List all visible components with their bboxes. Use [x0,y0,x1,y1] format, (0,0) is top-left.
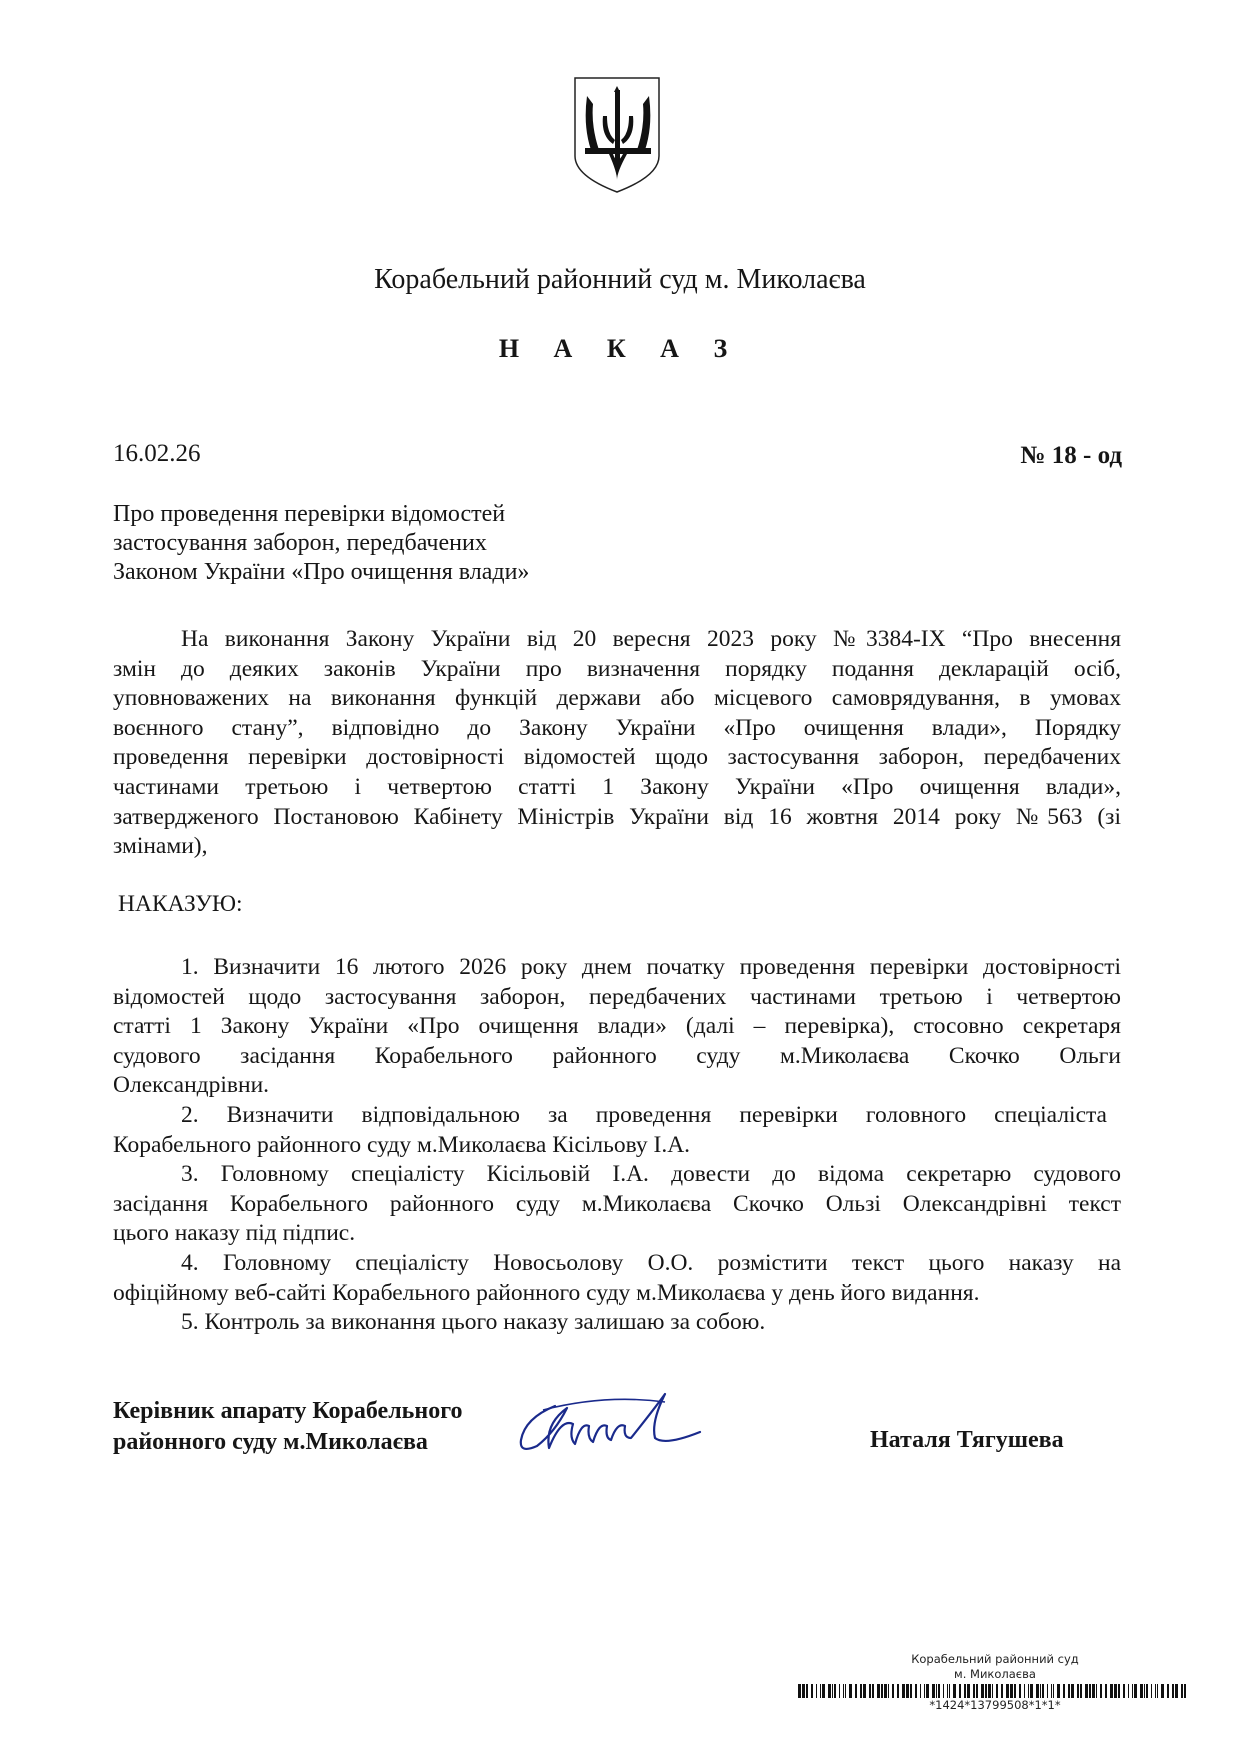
text-line: Олександрівни. [113,1072,270,1099]
barcode-bar [855,1684,857,1698]
barcode-bar [926,1684,929,1698]
text-line: відомостей щодо застосування заборон, передбачених частинами третьою і четвертою [113,983,1121,1010]
barcode-bar [811,1684,813,1698]
barcode-bar [1105,1684,1107,1698]
barcode-bar [915,1684,917,1698]
barcode-bar [1144,1684,1145,1698]
barcode-bar [1123,1684,1125,1698]
barcode-bar [943,1684,944,1698]
barcode-bar [932,1684,935,1698]
barcode-bar [1077,1684,1079,1698]
barcode-bar [1184,1684,1186,1698]
barcode-bar [1047,1684,1048,1698]
barcode-bar [897,1684,899,1698]
barcode-bar [1181,1684,1183,1698]
barcode-bar [981,1684,984,1698]
barcode-bar [828,1684,831,1698]
coat-of-arms-icon [573,76,663,194]
text-line: 1. Визначити 16 лютого 2026 року днем початку проведення перевірки достовірності [181,954,1121,980]
barcode-bar [1118,1684,1120,1698]
barcode-bar [1040,1684,1041,1698]
barcode-bar [1014,1684,1016,1698]
order-date: 16.02.26 [113,440,201,467]
barcode-bar [996,1684,998,1698]
subject-line: Про проведення перевірки відомостей [113,501,506,527]
barcode-bar [839,1684,840,1698]
barcode-bar [1155,1684,1156,1698]
text-line: 3. Головному спеціалісту Кісільовій І.А. довести до відома секретарю судового [181,1161,1121,1188]
barcode-bar [938,1684,940,1698]
barcode-bar [1128,1684,1129,1698]
court-name: Корабельний районний суд м. Миколаєва [374,264,866,295]
barcode-bar [877,1684,880,1698]
preamble-paragraph [113,625,1121,862]
text-line: цього наказу під підпис. [113,1220,356,1247]
barcode-bar [1175,1684,1178,1698]
barcode-bar [1114,1684,1117,1698]
barcode-bar [1053,1684,1054,1698]
stamp-line: Корабельний районний суд [911,1652,1079,1666]
text-line: На виконання Закону України від 20 вересня 2023 року №3384-IX “Про внесення [181,626,1121,652]
barcode-bar [1063,1684,1065,1698]
barcode-bar [1051,1684,1052,1698]
barcode-bar [806,1684,808,1698]
barcode-bar [1036,1684,1039,1698]
barcode-bar [845,1684,846,1698]
order-item-1 [113,953,1121,1101]
barcode-bar [910,1684,912,1698]
barcode-bar [872,1684,874,1698]
barcode-bar [1085,1684,1088,1698]
barcode-bar [1089,1684,1091,1698]
barcode-bar [1042,1684,1044,1698]
barcode-bar [892,1684,894,1698]
order-word: НАКАЗУЮ: [118,891,243,917]
barcode-bar [1006,1684,1009,1698]
stamp-line: м. Миколаєва [954,1667,1036,1681]
barcode-bar [1030,1684,1033,1698]
subject-line: застосування заборон, передбачених [113,530,487,556]
barcode-bar [869,1684,871,1698]
barcode-bar [1157,1684,1158,1698]
text-line: судового засідання Корабельного районного суду м.Миколаєва Скочко Ольги [113,1042,1121,1069]
barcode-bar [863,1684,866,1698]
barcode-bar [959,1684,961,1698]
text-line: затвердженого Постановою Кабінету Міністрів України від 16 жовтня 2014 року №563 (зі [113,803,1121,830]
barcode-bar [1132,1684,1133,1698]
barcode-bar [1151,1684,1152,1698]
barcode-bar [902,1684,905,1698]
text-line: змін до деяких законів України про визначення порядку подання декларацій осіб, [113,655,1121,682]
text-line: уповноважених на виконання функцій держави або місцевого самоврядування, в умовах [113,685,1121,712]
barcode-bar [1080,1684,1082,1698]
barcode-bar [881,1684,883,1698]
order-item-4 [113,1249,1121,1308]
barcode-bar [798,1684,801,1698]
barcode-bar [1001,1684,1003,1698]
text-line: 5. Контроль за виконання цього наказу залишаю за собою. [181,1309,766,1336]
barcode-bar [920,1684,921,1698]
barcode-bar [834,1684,836,1698]
barcode-bar [832,1684,833,1698]
barcode-bar [1100,1684,1102,1698]
subject-line: Законом України «Про очищення влади» [113,559,530,585]
text-line: офіційному веб-сайті Корабельного районного суду м.Миколаєва у день його видання. [113,1279,980,1306]
barcode-bar [884,1684,887,1698]
barcode-bar [924,1684,925,1698]
order-item-5 [113,1308,1121,1338]
barcode-bar [1071,1684,1074,1698]
order-items [113,953,1121,1338]
barcode-bar [1146,1684,1148,1698]
order-subject [113,500,529,587]
barcode-number: *1424*13799508*1*1* [929,1698,1061,1712]
barcode-bar [1092,1684,1095,1698]
barcode-bar [820,1684,821,1698]
barcode-bar [964,1684,966,1698]
barcode-bar [1019,1684,1021,1698]
barcode-bar [936,1684,937,1698]
registration-stamp [800,1652,1190,1713]
text-line: воєнного стану”, відповідно до Закону України «Про очищення влади», Порядку [113,714,1121,741]
barcode-bar [1068,1684,1070,1698]
text-line: 4. Головному спеціалісту Новосьолову О.О. розмістити текст цього наказу на [181,1249,1121,1276]
signatory-name: Наталя Тягушева [870,1427,1064,1453]
barcode-bar [1161,1684,1164,1698]
position-line: районного суду м.Миколаєва [113,1429,428,1455]
barcode-bar [973,1684,975,1698]
text-line: засідання Корабельного районного суду м.Миколаєва Скочко Ользі Олександрівні текст [113,1190,1121,1217]
barcode-bar [1110,1684,1113,1698]
text-line: змінами), [113,833,208,860]
text-line: частинами третьою і четвертою статті 1 Закону України «Про очищення влади», [113,773,1121,800]
text-line: Корабельного районного суду м.Миколаєва Кісільову І.А. [113,1131,691,1158]
barcode-bar [1024,1684,1025,1698]
barcode-bar [985,1684,987,1698]
barcode-bar [822,1684,825,1698]
document-type: Н А К А З [498,334,742,363]
barcode-bar [1057,1684,1060,1698]
barcode-bar [976,1684,978,1698]
position-line: Керівник апарату Корабельного [113,1398,463,1424]
barcode-bar [802,1684,805,1698]
barcode-bar [988,1684,991,1698]
signatory-position [113,1396,463,1458]
barcode-bar [906,1684,909,1698]
barcode-bar [967,1684,970,1698]
text-line: проведення перевірки достовірності відомостей щодо застосування заборон, передбачених [113,744,1121,771]
barcode-bar [860,1684,862,1698]
text-line: 2. Визначити відповідальною за проведення перевірки головного спеціаліста [181,1101,1107,1128]
order-item-2 [113,1101,1121,1160]
barcode-bar [1096,1684,1097,1698]
order-number: № 18 - од [1020,442,1122,469]
barcode-bar [1167,1684,1169,1698]
barcode-bar [992,1684,993,1698]
barcode-bar [1172,1684,1174,1698]
barcode-bar [1140,1684,1143,1698]
barcode-bar [849,1684,852,1698]
barcode-bar [947,1684,948,1698]
barcode-bar [1028,1684,1029,1698]
barcode-bar [953,1684,956,1698]
text-line: статті 1 Закону України «Про очищення влади» (далі – перевірка), стосовно секретаря [113,1013,1121,1040]
barcode-bar [816,1684,817,1698]
barcode-bar [888,1684,889,1698]
barcode-bar [1010,1684,1013,1698]
barcode [798,1684,1188,1698]
order-item-3 [113,1160,1121,1249]
barcode-bar [1134,1684,1137,1698]
barcode-bar [949,1684,950,1698]
handwritten-signature [515,1388,725,1458]
barcode-bar [843,1684,844,1698]
